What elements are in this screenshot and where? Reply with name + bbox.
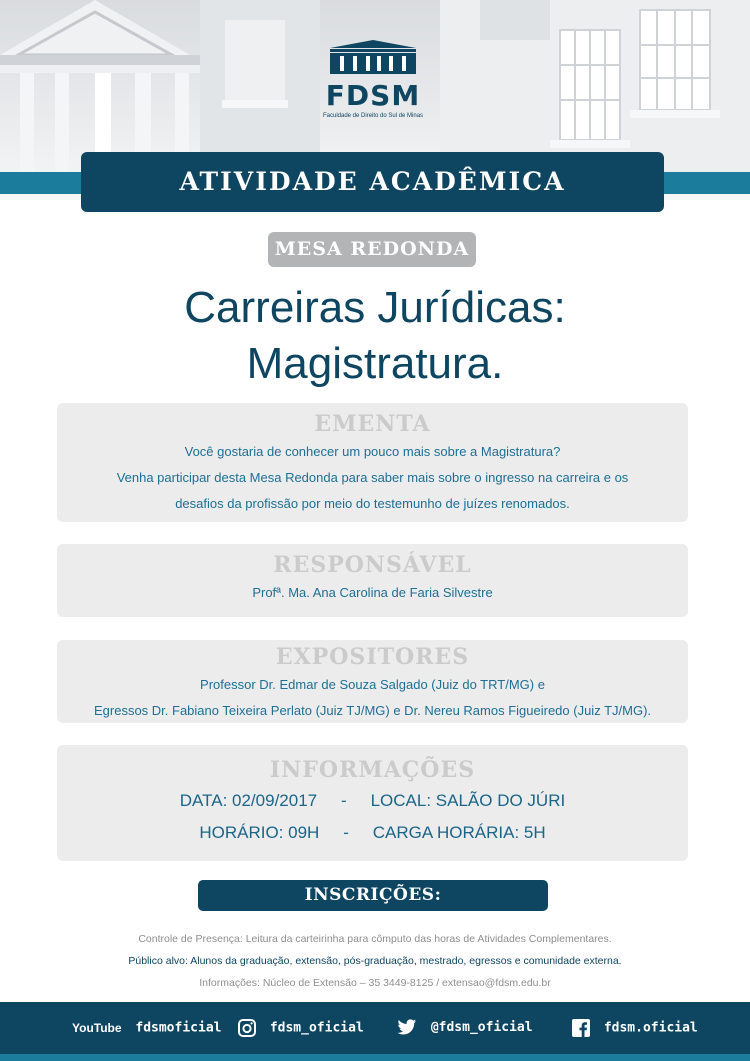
info-row-date-location: [57, 785, 688, 817]
event-date: DATA: 02/09/2017: [179, 791, 318, 810]
ementa-line: desafios da profissão por meio do testemunho de juízes renomados.: [175, 496, 570, 511]
event-location: LOCAL: SALÃO DO JÚRI: [370, 791, 566, 810]
youtube-link[interactable]: [72, 1019, 221, 1037]
facebook-handle: fdsm.oficial: [603, 1020, 698, 1036]
footnotes: [0, 928, 750, 994]
ementa-line: Você gostaria de conhecer um pouco mais sobre a Magistratura?: [184, 444, 561, 459]
expositores-card: [57, 640, 688, 723]
youtube-handle: fdsmoficial: [135, 1020, 222, 1036]
responsavel-name: Profª. Ma. Ana Carolina de Faria Silvestre: [252, 585, 493, 600]
instagram-icon: [238, 1019, 256, 1037]
info-row-time-workload: [57, 817, 688, 849]
facebook-link[interactable]: [572, 1019, 698, 1037]
audience-note: Público alvo: Alunos da graduação, extensão, pós-graduação, mestrado, egressos e comunidade externa.: [128, 955, 622, 967]
event-title: [0, 280, 750, 392]
youtube-icon: [72, 1019, 122, 1037]
responsavel-heading: RESPONSÁVEL: [273, 552, 472, 578]
informacoes-heading: INFORMAÇÕES: [269, 757, 476, 783]
presence-note: Controle de Presença: Leitura da carteirinha para cômputo das horas de Atividades Complementares.: [138, 933, 612, 945]
expositor-line: Egressos Dr. Fabiano Teixeira Perlato (Juiz TJ/MG) e Dr. Nereu Ramos Figueiredo (Juiz TJ/MG).: [93, 703, 652, 718]
logo-wordmark: FDSM: [325, 79, 421, 112]
event-title-line-2: Magistratura.: [246, 339, 504, 388]
event-time: HORÁRIO: 09H: [199, 823, 320, 842]
footer-stripe: [0, 1054, 750, 1061]
ementa-line: Venha participar desta Mesa Redonda para saber mais sobre o ingresso na carreira e os: [116, 470, 629, 485]
activity-banner: ATIVIDADE ACADÊMICA: [81, 152, 664, 212]
ementa-card: [57, 403, 688, 522]
informacoes-card: [57, 745, 688, 861]
courthouse-icon: [326, 40, 420, 74]
facebook-icon: [572, 1019, 590, 1037]
event-workload: CARGA HORÁRIA: 5H: [372, 823, 546, 842]
event-title-line-1: Carreiras Jurídicas:: [184, 283, 566, 332]
twitter-icon: [397, 1019, 417, 1036]
responsavel-card: [57, 544, 688, 617]
info-separator: -: [341, 791, 347, 810]
ementa-heading: EMENTA: [314, 411, 431, 437]
contact-note: Informações: Núcleo de Extensão – 35 3449-8125 / extensao@fdsm.edu.br: [199, 977, 551, 989]
logo-subtitle: Faculdade de Direito do Sul de Minas: [323, 113, 424, 119]
social-footer: [0, 1002, 750, 1054]
twitter-link[interactable]: [397, 1019, 533, 1037]
expositor-line: Professor Dr. Edmar de Souza Salgado (Juiz do TRT/MG) e: [200, 677, 545, 692]
twitter-handle: @fdsm_oficial: [430, 1020, 533, 1035]
info-separator: -: [343, 823, 349, 842]
youtube-logo-text: YouTube: [72, 1021, 122, 1035]
instagram-handle: fdsm_oficial: [269, 1020, 364, 1036]
expositores-heading: EXPOSITORES: [275, 644, 470, 670]
fdsm-logo: [323, 40, 423, 119]
registration-link[interactable]: INSCRIÇÕES: WWW.FDSM.EDU.BR: [198, 880, 548, 911]
category-badge: MESA REDONDA: [268, 232, 476, 267]
instagram-link[interactable]: [238, 1019, 364, 1037]
